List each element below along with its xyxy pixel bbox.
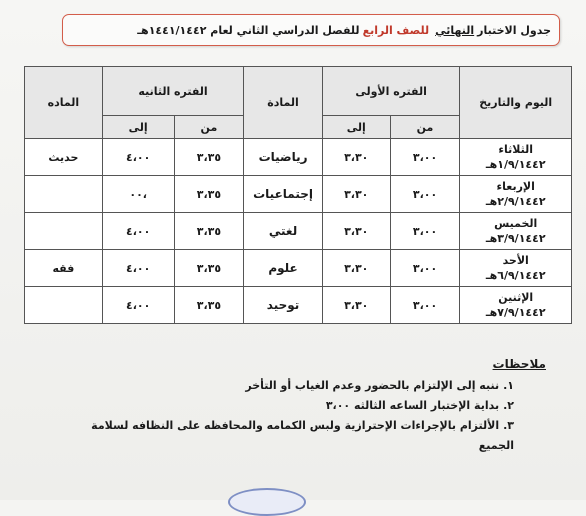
day-date-cell: [460, 176, 572, 213]
note-item: [46, 376, 546, 396]
title-grade: للصف الرابع: [362, 23, 430, 37]
header-remarks: الماده: [25, 67, 103, 139]
day-date-cell: [460, 139, 572, 176]
p2-to-cell: ،٠٠: [102, 176, 174, 213]
day-date-cell: [460, 287, 572, 324]
subject-cell: إجتماعيات: [244, 176, 323, 213]
notes-section: [46, 354, 546, 456]
day-date: ٣/٩/١٤٤٢هـ: [485, 232, 546, 245]
note-text: ننبه إلى الإلتزام بالحضور وعدم الغياب أو التأخر: [245, 379, 500, 392]
table-row: [25, 176, 572, 213]
p1-from-cell: ٣،٠٠: [390, 287, 460, 324]
table-row: [25, 250, 572, 287]
table-row: [25, 287, 572, 324]
subject-cell: علوم: [244, 250, 323, 287]
day-name: الخميس: [494, 217, 538, 230]
p1-to-cell: ٣،٣٠: [322, 213, 390, 250]
p2-to-cell: ٤،٠٠: [102, 139, 174, 176]
official-stamp: [228, 488, 306, 516]
header-p1-from: من: [390, 116, 460, 139]
schedule-title-box: [62, 14, 560, 46]
p1-from-cell: ٣،٠٠: [390, 213, 460, 250]
p1-to-cell: ٣،٣٠: [322, 287, 390, 324]
p2-to-cell: ٤،٠٠: [102, 213, 174, 250]
title-term: للفصل الدراسي الثاني لعام ١٤٤١/١٤٤٢هـ: [137, 23, 360, 37]
p1-to-cell: ٣،٣٠: [322, 139, 390, 176]
day-date: ٦/٩/١٤٤٢هـ: [485, 269, 546, 282]
note-text-continued: الجميع: [478, 439, 514, 452]
notes-heading: ملاحظات: [492, 357, 546, 371]
day-name: الإثنين: [498, 291, 534, 304]
p2-from-cell: ٣،٣٥: [174, 139, 244, 176]
note-number: ١.: [503, 379, 514, 392]
remark-cell: [25, 287, 103, 324]
table-row: [25, 139, 572, 176]
day-name: الأحد: [502, 254, 529, 267]
note-text: بداية الإختبار الساعه الثالثه ٣،٠٠: [325, 399, 500, 412]
note-item: [46, 416, 546, 456]
remark-cell: [25, 176, 103, 213]
remark-cell: فقه: [25, 250, 103, 287]
day-date: ١/٩/١٤٤٢هـ: [485, 158, 546, 171]
day-date: ٧/٩/١٤٤٢هـ: [485, 306, 546, 319]
day-date-cell: [460, 213, 572, 250]
p1-from-cell: ٣،٠٠: [390, 139, 460, 176]
day-date-cell: [460, 250, 572, 287]
notes-list: [46, 376, 546, 456]
header-p1-to: إلى: [322, 116, 390, 139]
p2-from-cell: ٣،٣٥: [174, 250, 244, 287]
day-name: الثلاثاء: [498, 143, 534, 156]
subject-cell: توحيد: [244, 287, 323, 324]
header-period-1: الفتره الأولى: [322, 67, 460, 116]
p1-from-cell: ٣،٠٠: [390, 250, 460, 287]
p2-from-cell: ٣،٣٥: [174, 213, 244, 250]
subject-cell: رياضيات: [244, 139, 323, 176]
p2-to-cell: ٤،٠٠: [102, 287, 174, 324]
remark-cell: [25, 213, 103, 250]
note-number: ٣.: [503, 419, 514, 432]
header-period-2: الفتره الثانيه: [102, 67, 243, 116]
p1-to-cell: ٣،٣٠: [322, 250, 390, 287]
p1-from-cell: ٣،٠٠: [390, 176, 460, 213]
remark-cell: حديث: [25, 139, 103, 176]
subject-cell: لغتي: [244, 213, 323, 250]
title-text-2: النهائي: [435, 23, 475, 37]
header-day-date: اليوم والتاريخ: [460, 67, 572, 139]
note-text: الألتزام بالإجراءات الإحترازية ولبس الكمامه والمحافظه على النظافه لسلامة: [91, 419, 500, 432]
header-p2-from: من: [174, 116, 244, 139]
day-name: الإربعاء: [496, 180, 535, 193]
header-p2-to: إلى: [102, 116, 174, 139]
title-text-1: جدول الاختبار: [477, 23, 551, 37]
p2-to-cell: ٤،٠٠: [102, 250, 174, 287]
day-date: ٢/٩/١٤٤٢هـ: [485, 195, 546, 208]
header-subject: المادة: [244, 67, 323, 139]
p2-from-cell: ٣،٣٥: [174, 176, 244, 213]
p1-to-cell: ٣،٣٠: [322, 176, 390, 213]
note-item: [46, 396, 546, 416]
note-number: ٢.: [503, 399, 514, 412]
p2-from-cell: ٣،٣٥: [174, 287, 244, 324]
exam-schedule-table: [24, 66, 572, 324]
table-row: [25, 213, 572, 250]
